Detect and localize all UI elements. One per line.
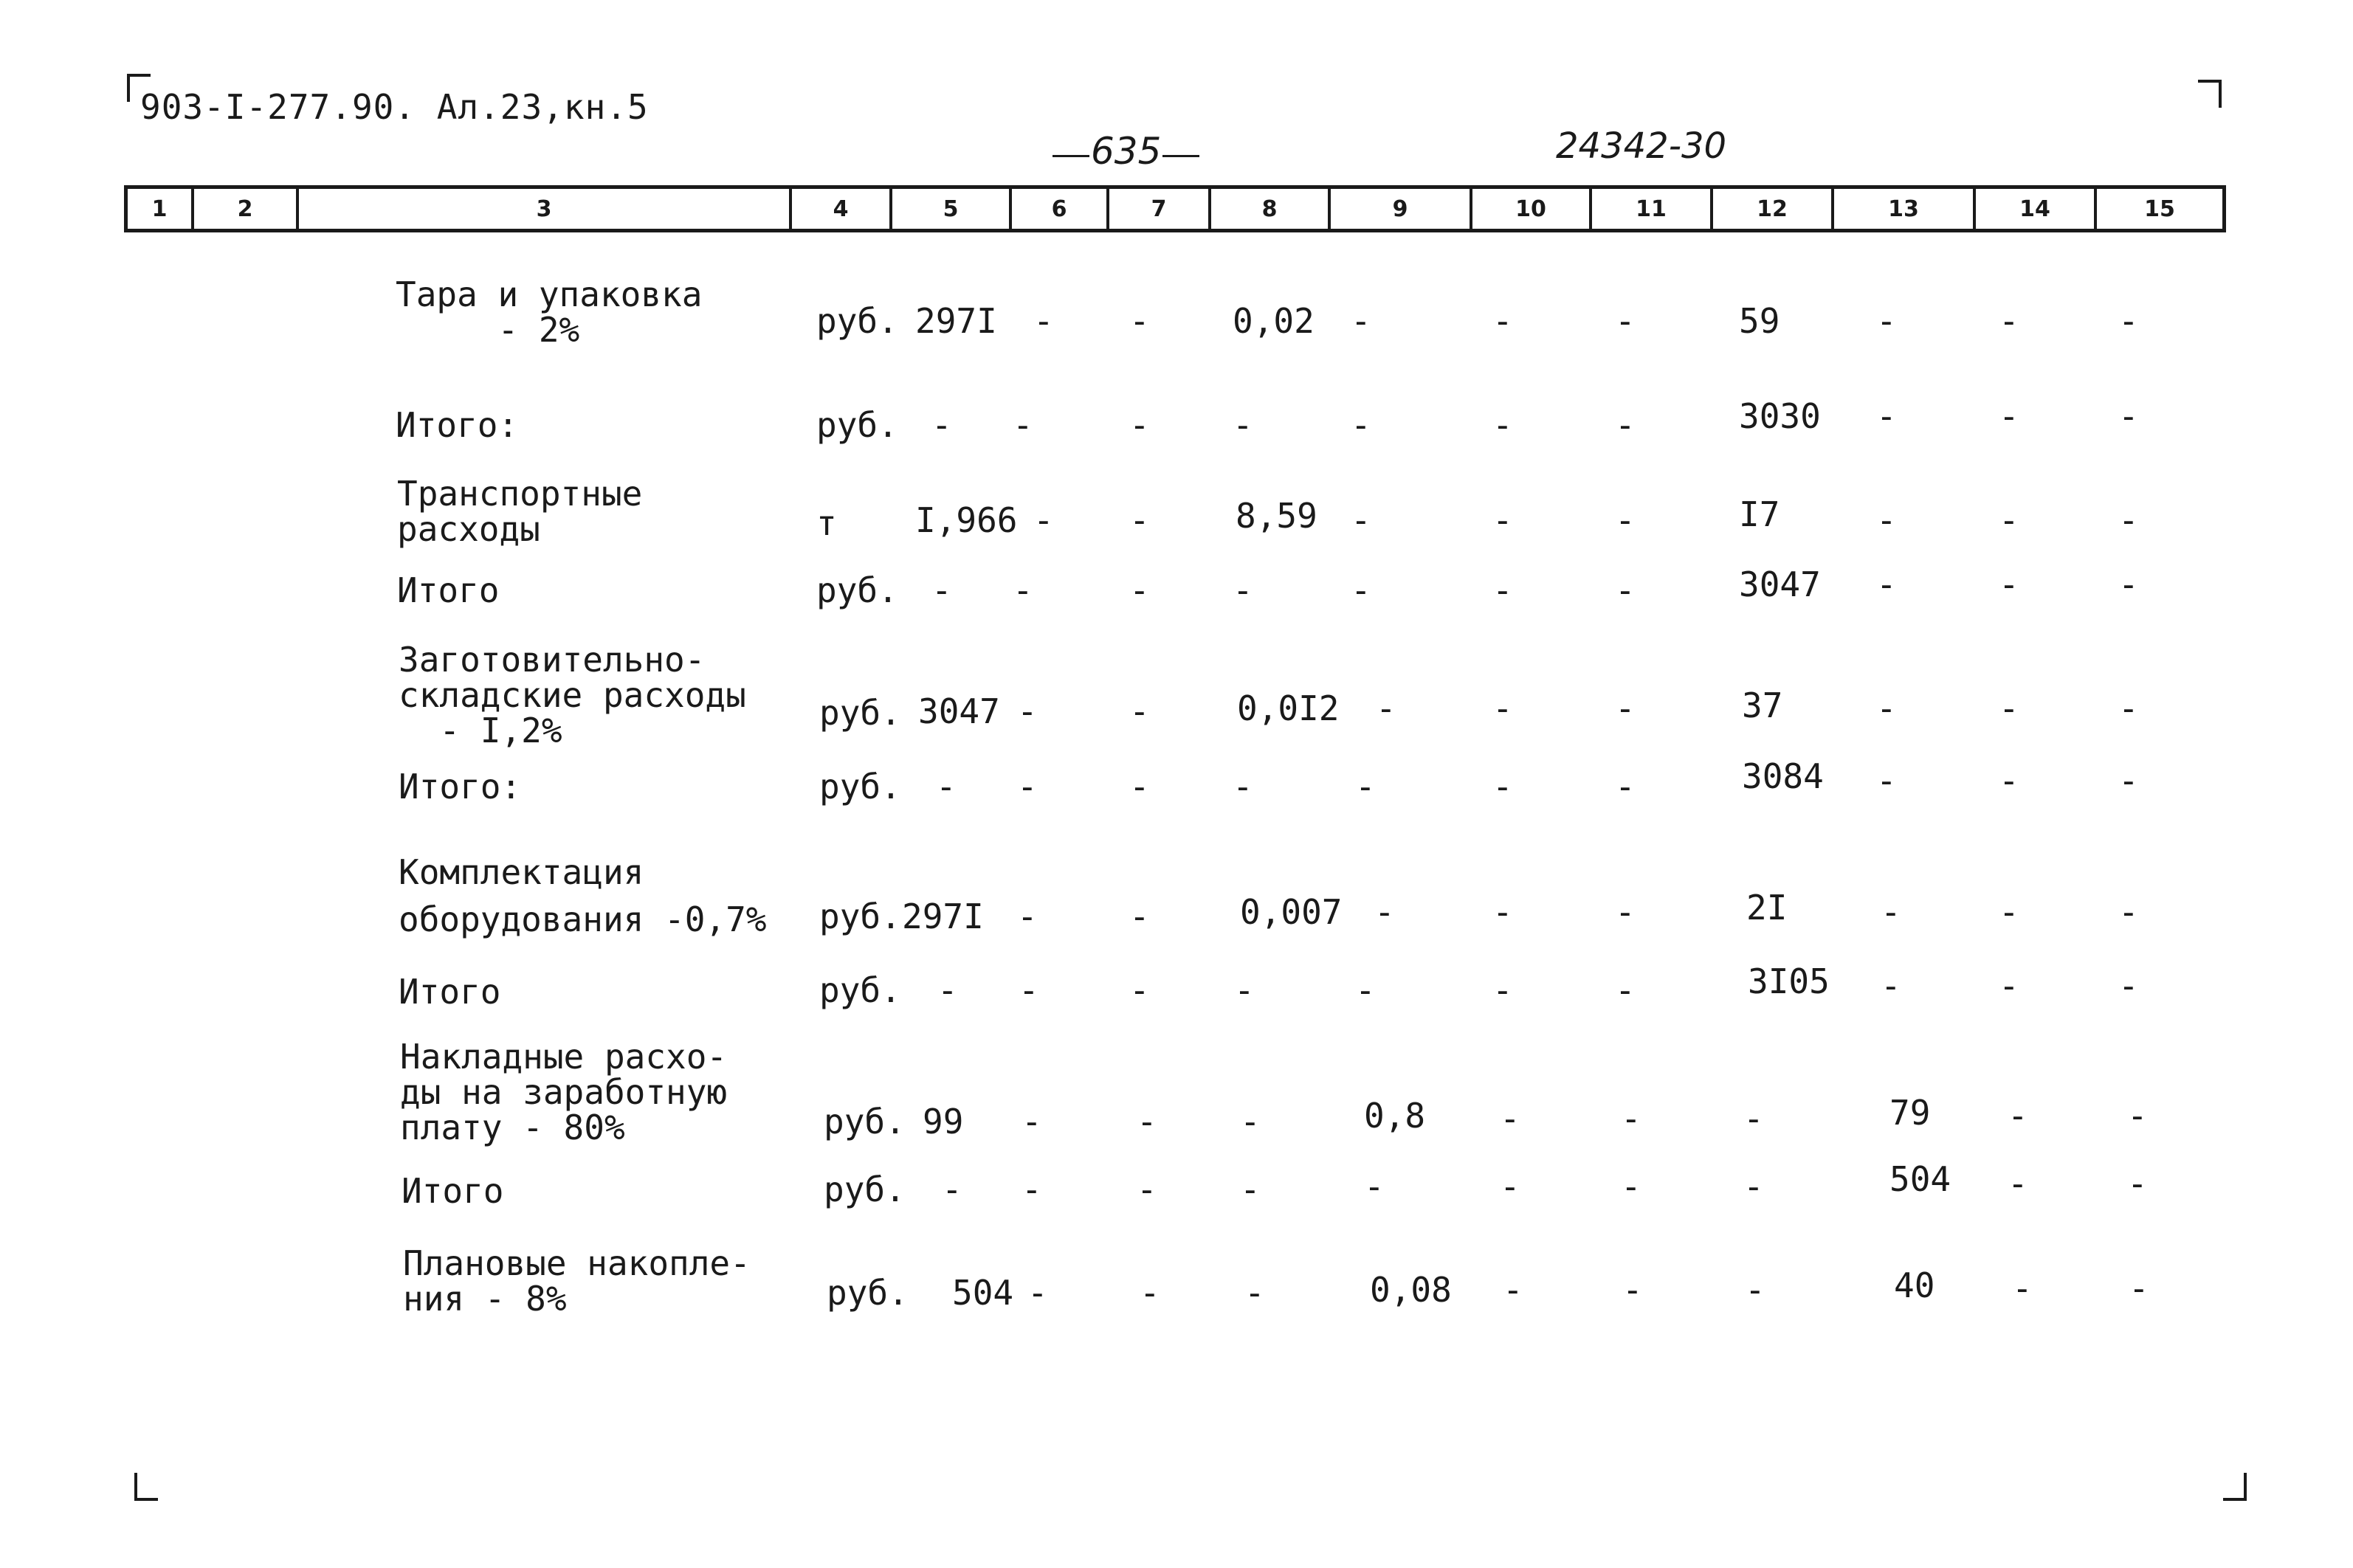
- cell-col5: 99: [923, 1102, 964, 1142]
- cell-col8: 0,007: [1240, 892, 1343, 932]
- header-col-12: 12: [1713, 189, 1834, 229]
- cell-col12: -: [1745, 1270, 1765, 1310]
- cell-col7: -: [1129, 897, 1150, 936]
- header-col-1: 1: [128, 189, 194, 229]
- cell-col12: 3047: [1739, 564, 1821, 604]
- header-col-9: 9: [1331, 189, 1472, 229]
- cell-col14: -: [1999, 301, 2019, 341]
- cell-col8: 0,0I2: [1237, 688, 1340, 728]
- cell-col12: 59: [1739, 301, 1780, 341]
- header-col-2: 2: [194, 189, 299, 229]
- cell-col9: -: [1355, 767, 1376, 807]
- cell-col12: 3I05: [1748, 961, 1830, 1001]
- cell-col12: -: [1743, 1167, 1764, 1206]
- header-col-5: 5: [892, 189, 1012, 229]
- cell-col6: -: [1017, 897, 1038, 936]
- row-label: Итого: [399, 972, 501, 1012]
- cell-col5: 297I: [915, 301, 997, 341]
- cell-col13: 40: [1894, 1265, 1935, 1305]
- cell-col10: -: [1492, 500, 1513, 540]
- cell-col10: -: [1492, 301, 1513, 341]
- cell-col15: -: [2127, 1164, 2148, 1203]
- cell-col8: 8,59: [1236, 496, 1317, 536]
- document-code: 903-I-277.90. Ал.23,кн.5: [140, 87, 649, 127]
- cell-col11: -: [1621, 1099, 1641, 1139]
- cell-col14: -: [1999, 688, 2019, 728]
- cell-col7: -: [1129, 301, 1150, 341]
- cell-col8: -: [1240, 1170, 1261, 1209]
- cell-col6: -: [1013, 570, 1033, 610]
- cell-col10: -: [1492, 767, 1513, 807]
- cell-col11: -: [1615, 767, 1636, 807]
- cell-col13: -: [1881, 966, 1901, 1006]
- row-label: Тара и упаковка - 2%: [396, 274, 703, 350]
- cell-unit: руб.: [819, 970, 901, 1010]
- cell-col14: -: [1999, 761, 2019, 801]
- cell-col9: -: [1374, 892, 1395, 932]
- cell-col9: -: [1355, 970, 1376, 1010]
- cell-col12: -: [1743, 1099, 1764, 1139]
- cell-col12: 2I: [1746, 888, 1788, 928]
- cell-unit: руб.: [819, 897, 901, 936]
- cell-col14: -: [2008, 1096, 2028, 1136]
- header-col-4: 4: [792, 189, 892, 229]
- cell-unit: руб.: [816, 301, 898, 341]
- cell-col13: 504: [1889, 1159, 1951, 1199]
- cell-col5: -: [942, 1170, 962, 1209]
- cell-col9: -: [1351, 405, 1371, 445]
- cell-col8: -: [1233, 405, 1253, 445]
- cell-col11: -: [1615, 970, 1636, 1010]
- reference-number: 24342-30: [1556, 125, 1727, 167]
- cell-col8: -: [1233, 570, 1253, 610]
- cell-col15: -: [2118, 688, 2139, 728]
- header-col-14: 14: [1976, 189, 2097, 229]
- cell-col14: -: [1999, 500, 2019, 540]
- cell-col7: -: [1129, 405, 1150, 445]
- cell-col7: -: [1129, 570, 1150, 610]
- cell-col5: -: [931, 570, 952, 610]
- cell-col10: -: [1492, 970, 1513, 1010]
- cell-col6: -: [1013, 405, 1033, 445]
- cell-col8: 0,02: [1233, 301, 1315, 341]
- corner-mark-bottom-right: [2223, 1473, 2247, 1501]
- cell-col13: -: [1876, 688, 1897, 728]
- cell-unit: руб.: [819, 767, 901, 807]
- cell-col14: -: [2008, 1164, 2028, 1203]
- cell-col5: I,966: [915, 500, 1018, 540]
- header-col-15: 15: [2144, 196, 2175, 222]
- row-label: Итого:: [396, 405, 519, 445]
- cell-unit: руб.: [824, 1102, 906, 1142]
- cell-col6: -: [1022, 1102, 1042, 1142]
- cell-col10: -: [1500, 1167, 1520, 1206]
- cell-col11: -: [1615, 570, 1636, 610]
- cell-col6: -: [1019, 970, 1039, 1010]
- cell-col6: -: [1033, 500, 1054, 540]
- row-label: Итого: [402, 1171, 504, 1211]
- cell-col15: -: [2118, 761, 2139, 801]
- cell-col9: 0,08: [1370, 1270, 1452, 1310]
- cell-unit: руб.: [824, 1170, 906, 1209]
- cell-unit: руб.: [819, 693, 901, 733]
- cell-col11: -: [1615, 892, 1636, 932]
- cell-col15: -: [2118, 892, 2139, 932]
- cell-col7: -: [1129, 767, 1150, 807]
- cell-unit: руб.: [816, 405, 898, 445]
- cell-col13: -: [1876, 564, 1897, 604]
- cell-col11: -: [1615, 405, 1636, 445]
- row-label: Транспортные расходы: [397, 474, 643, 549]
- cell-col13: -: [1876, 761, 1897, 801]
- header-col-6: 6: [1012, 189, 1109, 229]
- cell-col10: -: [1492, 688, 1513, 728]
- cell-col11: -: [1615, 301, 1636, 341]
- cell-col5: 504: [952, 1273, 1014, 1313]
- cell-col9: -: [1351, 570, 1371, 610]
- cell-col15: -: [2118, 500, 2139, 540]
- cell-col6: -: [1033, 301, 1054, 341]
- cell-col6: -: [1022, 1170, 1042, 1209]
- cell-col9: -: [1364, 1167, 1385, 1206]
- cell-col12: 3084: [1742, 756, 1824, 796]
- cell-col10: -: [1500, 1099, 1520, 1139]
- cell-col14: -: [2012, 1268, 2033, 1308]
- row-label: Итого: [397, 570, 500, 610]
- cell-col11: -: [1615, 500, 1636, 540]
- cell-col13: 79: [1889, 1093, 1931, 1133]
- page-number: 635: [1091, 130, 1162, 173]
- header-col-13: 13: [1834, 189, 1976, 229]
- cell-col15: -: [2118, 564, 2139, 604]
- cell-col7: -: [1129, 691, 1150, 731]
- row-label: Комплектация оборудования -0,7%: [399, 852, 767, 939]
- cell-col13: -: [1881, 892, 1901, 932]
- cell-unit: руб.: [827, 1273, 909, 1313]
- cell-col5: 3047: [918, 691, 1000, 731]
- cell-col7: -: [1129, 500, 1150, 540]
- row-label: Заготовительно- складские расходы - I,2%: [399, 640, 746, 750]
- header-col-10: 10: [1472, 189, 1592, 229]
- cell-col14: -: [1999, 396, 2019, 436]
- cell-col8: -: [1240, 1102, 1261, 1142]
- cell-col6: -: [1017, 691, 1038, 731]
- cell-col15: -: [2118, 966, 2139, 1006]
- cell-col5: -: [936, 767, 957, 807]
- cell-col14: -: [1999, 966, 2019, 1006]
- cell-col12: I7: [1739, 494, 1780, 534]
- cell-unit: т: [816, 503, 837, 543]
- cell-col12: 3030: [1739, 396, 1821, 436]
- cell-col15: -: [2118, 301, 2139, 341]
- cell-unit: руб.: [816, 570, 898, 610]
- cell-col15: -: [2127, 1096, 2148, 1136]
- cell-col8: -: [1234, 970, 1255, 1010]
- cell-col14: -: [1999, 564, 2019, 604]
- row-label: Итого:: [399, 767, 522, 807]
- cell-col14: -: [1999, 892, 2019, 932]
- cell-col10: -: [1503, 1270, 1523, 1310]
- cell-col12: 37: [1742, 685, 1783, 725]
- cell-col9: -: [1351, 500, 1371, 540]
- cell-col5: -: [931, 405, 952, 445]
- column-header-row: [124, 185, 2226, 232]
- corner-mark-top-right: [2198, 80, 2222, 108]
- cell-col9: -: [1376, 688, 1396, 728]
- cell-col13: -: [1876, 301, 1897, 341]
- cell-col13: -: [1876, 396, 1897, 436]
- header-col-7: 7: [1109, 189, 1211, 229]
- cell-col11: -: [1622, 1270, 1643, 1310]
- header-col-3: 3: [299, 189, 792, 229]
- cell-col11: -: [1621, 1167, 1641, 1206]
- cell-col8: -: [1233, 767, 1253, 807]
- cell-col10: -: [1492, 570, 1513, 610]
- cell-col15: -: [2118, 396, 2139, 436]
- cell-col6: -: [1017, 767, 1038, 807]
- cell-col11: -: [1615, 688, 1636, 728]
- cell-col5: -: [937, 970, 958, 1010]
- row-label: Плановые накопле- ния - 8%: [403, 1243, 751, 1319]
- header-col-11: 11: [1592, 189, 1713, 229]
- corner-mark-bottom-left: [134, 1473, 158, 1501]
- cell-col9: -: [1351, 301, 1371, 341]
- cell-col5: 297I: [902, 897, 984, 936]
- cell-col7: -: [1129, 970, 1150, 1010]
- cell-col7: -: [1137, 1102, 1157, 1142]
- cell-col7: -: [1137, 1170, 1157, 1209]
- cell-col9: 0,8: [1364, 1096, 1426, 1136]
- cell-col6: -: [1027, 1273, 1048, 1313]
- cell-col15: -: [2129, 1268, 2149, 1308]
- cell-col10: -: [1492, 405, 1513, 445]
- header-col-8: 8: [1211, 189, 1331, 229]
- cell-col8: -: [1244, 1273, 1265, 1313]
- row-label: Накладные расхо- ды на заработную плату - 80%: [400, 1037, 728, 1147]
- cell-col10: -: [1492, 892, 1513, 932]
- cell-col7: -: [1140, 1273, 1160, 1313]
- cell-col13: -: [1876, 500, 1897, 540]
